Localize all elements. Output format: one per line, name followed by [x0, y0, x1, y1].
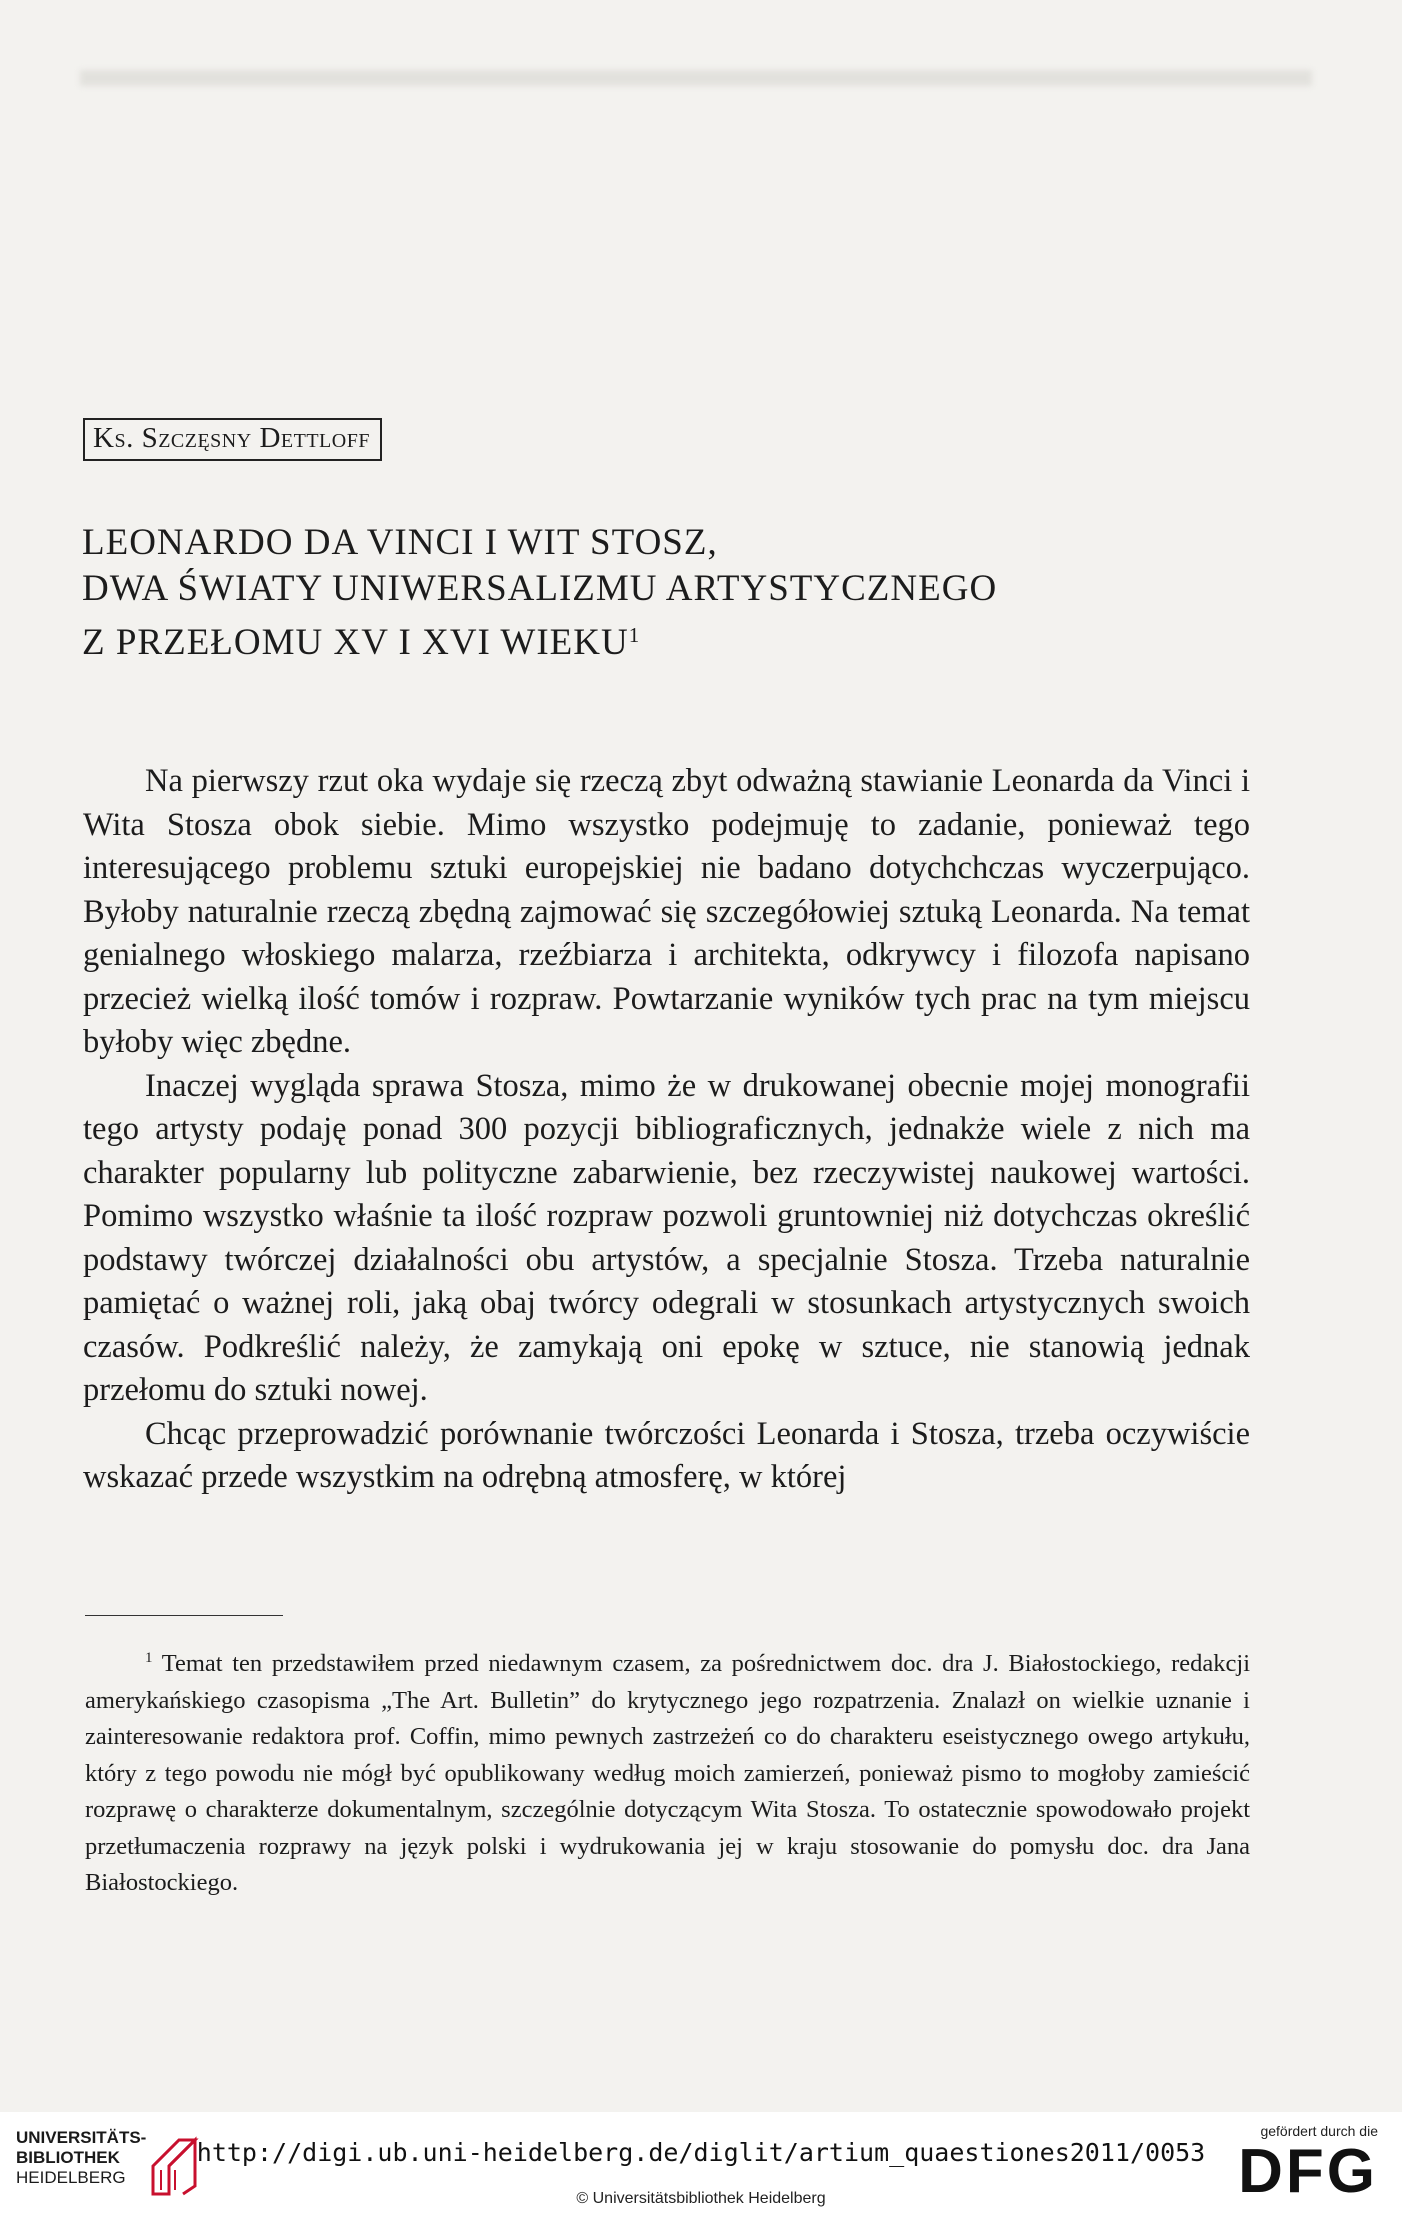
footnote-divider — [85, 1615, 283, 1616]
library-name-line-1: UNIVERSITÄTS- — [16, 2128, 147, 2147]
footnote-number: 1 — [145, 1650, 153, 1666]
library-name-line-3: HEIDELBERG — [16, 2168, 126, 2187]
copyright-notice: © Universitätsbibliothek Heidelberg — [576, 2190, 826, 2207]
paragraph-1: Na pierwszy rzut oka wydaje się rzeczą zbyt odważną stawianie Leonarda da Vinci i Wita Stosza obok siebie. Mimo wszystko podejmuję to zadanie, ponieważ tego interesującego problemu sztuki europejskiej nie badano dotychchczas wyczerpująco. Byłoby naturalnie rzeczą zbędną zajmować się szczegółowiej sztuką Leonarda. Na temat genialnego włoskiego malarza, rzeźbiarza i architekta, odkrywcy i filozofa napisano przecież wielką ilość tomów i rozpraw. Powtarzanie wyników tych prac na tym miejscu byłoby więc zbędne. — [83, 763, 1250, 1060]
title-footnote-ref[interactable]: 1 — [628, 623, 641, 647]
article-title — [82, 520, 1282, 666]
paragraph-2: Inaczej wygląda sprawa Stosza, mimo że w drukowanej obecnie mojej monografii tego artysty podaję ponad 300 pozycji bibliograficznych, jednakże wiele z nich ma charakter popularny lub polityczne zabarwienie, bez rzeczywistej naukowej wartości. Pomimo wszystko właśnie ta ilość rozpraw pozwoli gruntowniej niż dotychczas określić podstawy twórczej działalności obu artystów, a specjalnie Stosza. Trzeba naturalnie pamiętać o ważnej roli, jaką obaj twórcy odegrali w stosunkach artystycznych swoich czasów. Podkreślić należy, że zamykają oni epokę w sztuce, nie stanowią jednak przełomu do sztuki nowej. — [83, 1067, 1250, 1408]
funding-caption: gefördert durch die — [1260, 2123, 1378, 2139]
title-line-1: LEONARDO DA VINCI I WIT STOSZ, — [82, 522, 718, 563]
title-line-3-text: Z PRZEŁOMU XV I XVI WIEKU — [82, 622, 629, 663]
library-name-line-2: BIBLIOTHEK — [16, 2148, 120, 2167]
funding-credit — [1238, 2123, 1378, 2206]
article-body — [83, 760, 1250, 1500]
author-name: Ks. Szczęsny Dettloff — [83, 418, 382, 461]
footnote-text: Temat ten przedstawiłem przed niedawnym czasem, za pośrednictwem doc. dra J. Białostockiego, redakcji amerykańskiego czasopisma „The Art. Bulletin” do krytycznego jego rozpatrzenia. Znalazł on wielkie uznanie i zainteresowanie redaktora prof. Coffin, mimo pewnych zastrzeżeń co do charakteru eseistycznego owego artykułu, który z tego powodu nie mógł być opublikowany według moich zamierzeń, ponieważ pismo to mogłoby zamieścić rozprawę o charakterze dokumentalnym, szczególnie dotyczącym Wita Stosza. To ostatecznie spowodowało projekt przetłumaczenia rozprawy na język polski i wydrukowania jej w kraju stosowanie do pomysłu doc. dra Jana Białostockiego. — [85, 1650, 1251, 1896]
paragraph-3: Chcąc przeprowadzić porównanie twórczości Leonarda i Stosza, trzeba oczywiście wskazać przede wszystkim na odrębną atmosferę, w której — [83, 1415, 1250, 1495]
permalink-url[interactable]: http://digi.ub.uni-heidelberg.de/diglit/artium_quaestiones2011/0053 — [196, 2138, 1206, 2167]
show-through-text — [70, 178, 1342, 218]
show-through-header — [80, 70, 1312, 86]
dfg-logo[interactable]: DFG — [1238, 2137, 1378, 2206]
title-line-2: DWA ŚWIATY UNIWERSALIZMU ARTYSTYCZNEGO — [82, 568, 998, 609]
title-line-3 — [82, 612, 1282, 666]
footnote — [85, 1640, 1250, 1902]
